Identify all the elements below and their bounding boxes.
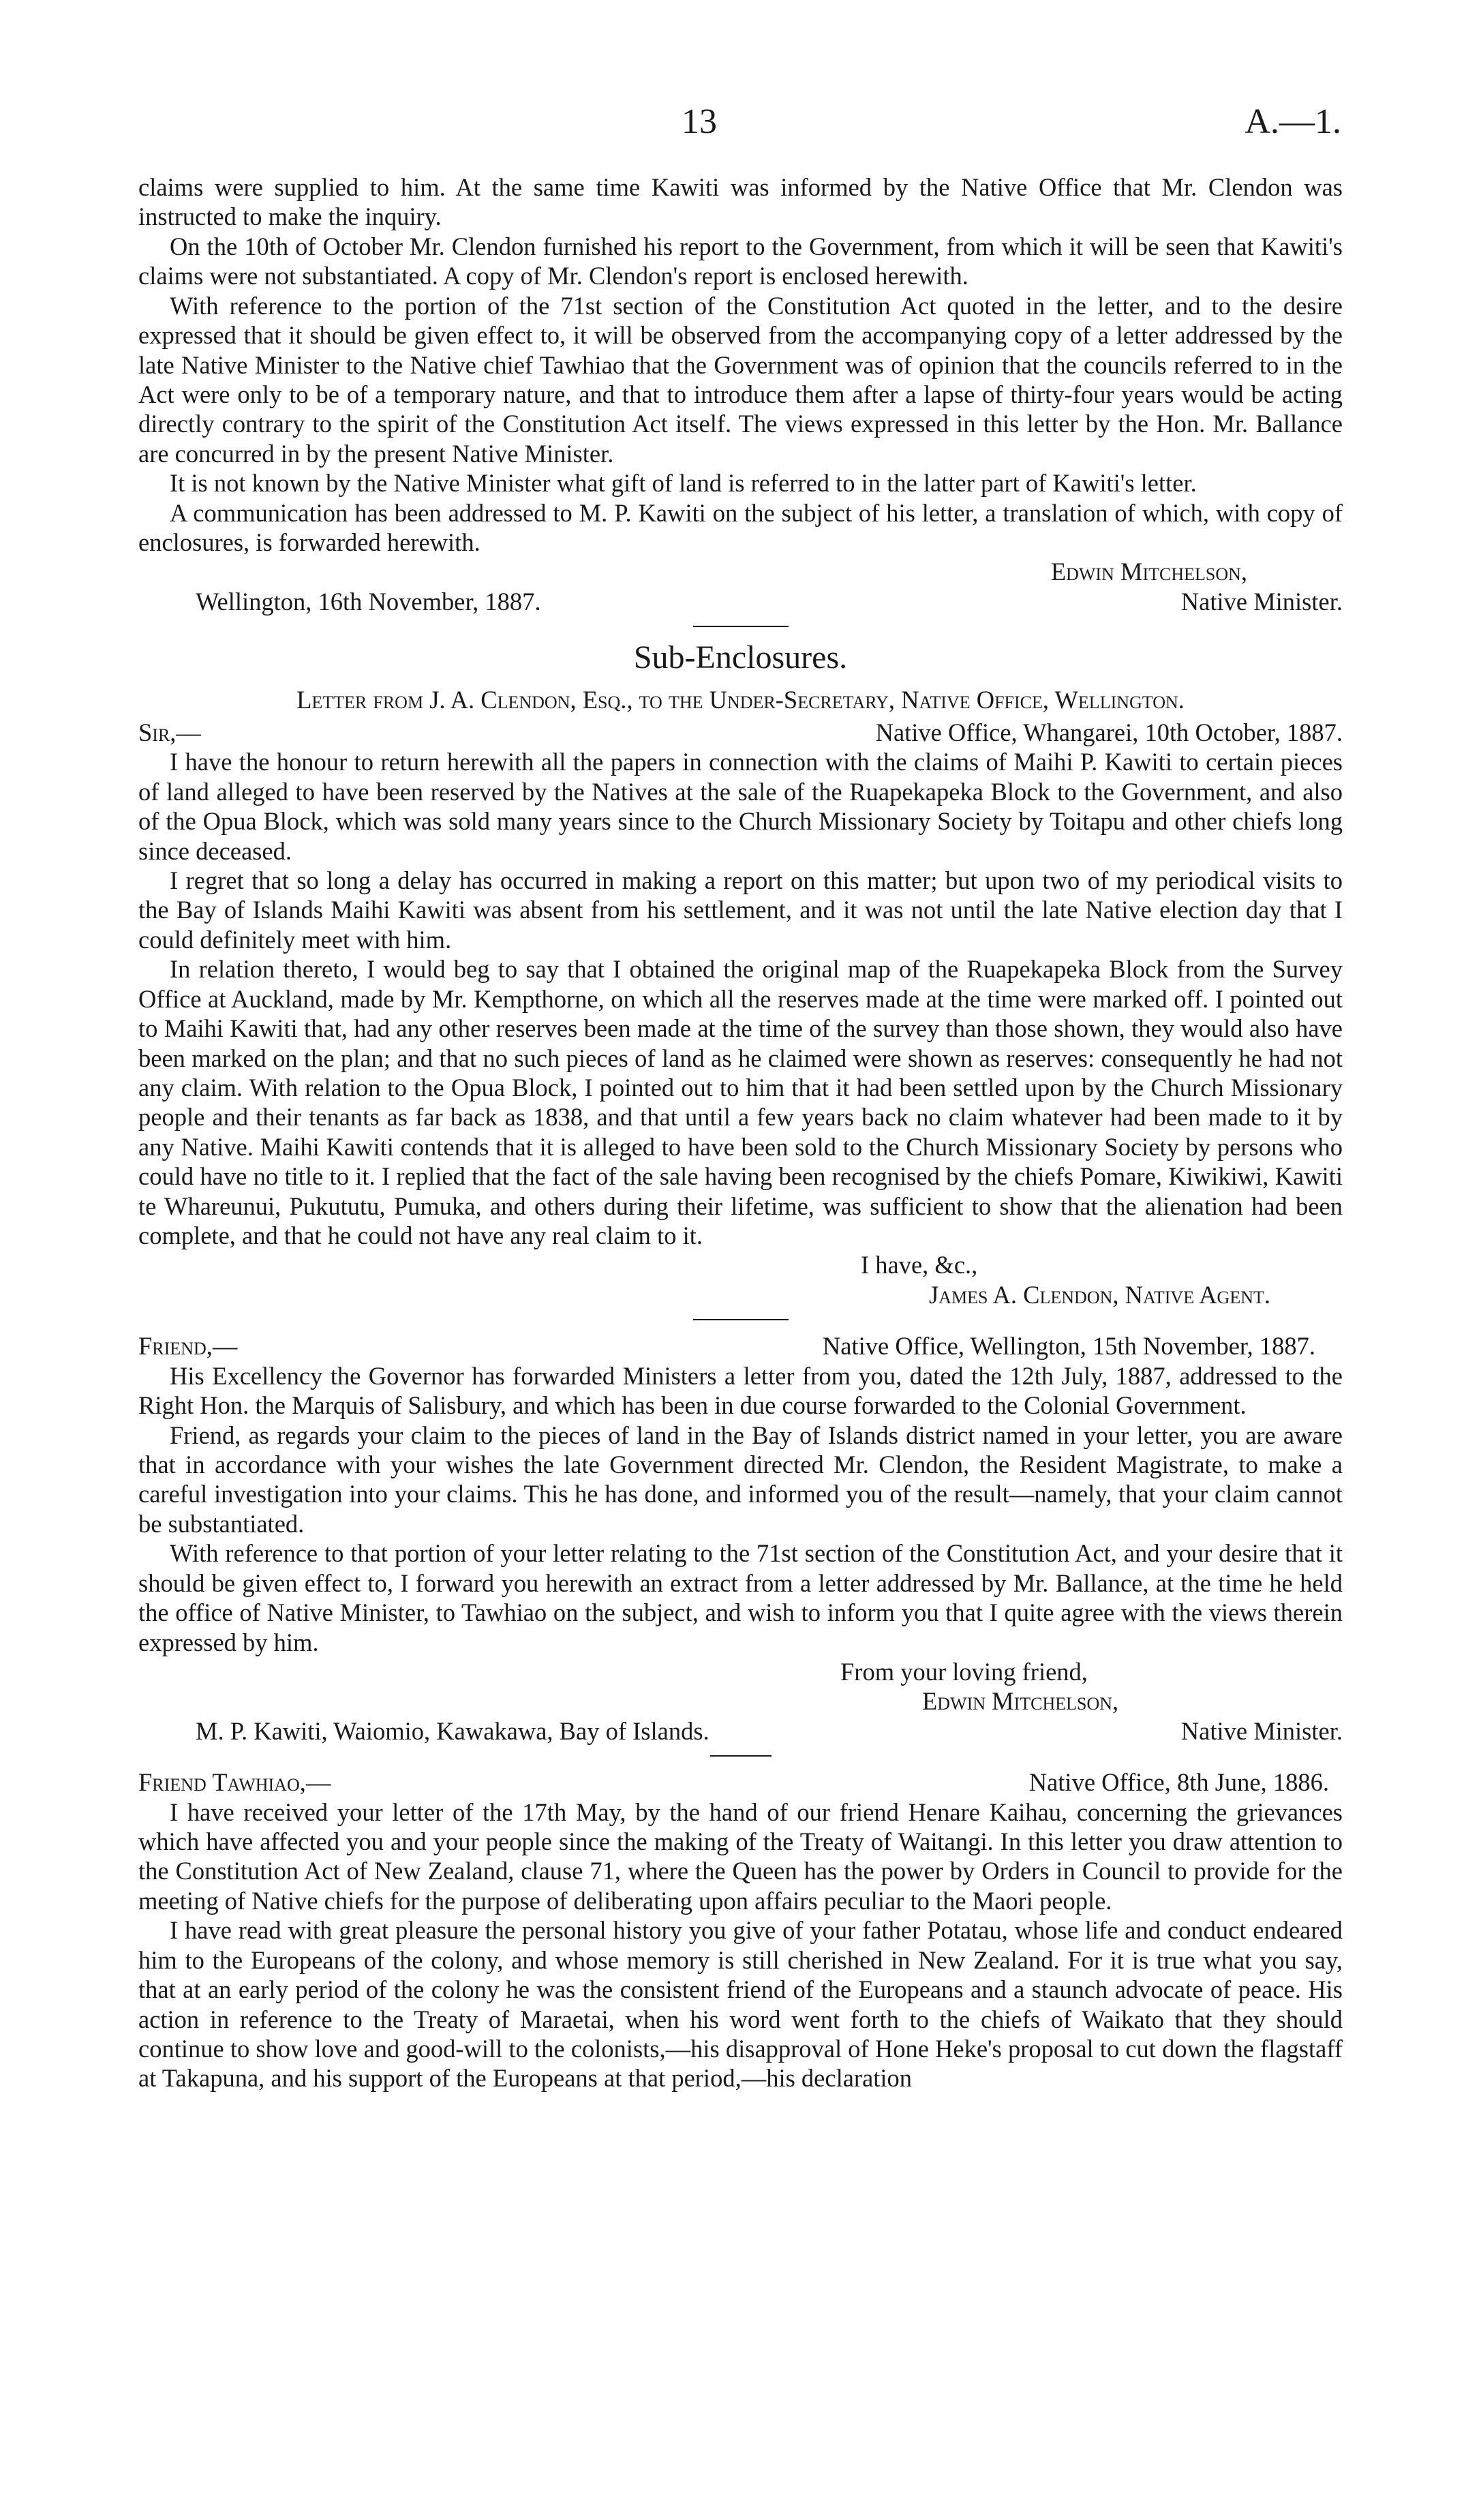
clendon-salutation-row xyxy=(138,718,1343,747)
divider xyxy=(693,626,789,627)
clendon-closing: I have, &c., xyxy=(861,1251,978,1279)
mitchelson-addressee: M. P. Kawiti, Waiomio, Kawakawa, Bay of Islands. xyxy=(196,1716,709,1745)
page-number: 13 xyxy=(682,102,717,141)
intro-paragraph: It is not known by the Native Minister what gift of land is referred to in the latter part of Kawiti's letter. xyxy=(170,469,1197,498)
mitchelson-signature-name: Edwin Mitchelson, xyxy=(922,1687,1119,1716)
tawhiao-paragraph: I have read with great pleasure the personal history you give of your father Potatau, whose life and conduct endeared him to the Europeans of the colony, and whose memory is still cherished in New Zealand. For it is true what you say, that at an early period of the colony he was the consistent friend of the Europeans and a staunch advocate of peace. His action in reference to the Treaty of Maraetai, when his word went forth to the chiefs of Waikato that they should continue to show love and good-will to the colonists,—his disapproval of Hone Heke's proposal to cut down the flagstaff at Takapuna, and his support of the Europeans at that period,—his declaration xyxy=(138,1916,1343,2093)
clendon-paragraph: I regret that so long a delay has occurred in making a report on this matter; but upon two of my periodical visits to the Bay of Islands Maihi Kawiti was absent from his settlement, and it was not until the late Native election day that I could definitely meet with him. xyxy=(138,866,1343,954)
clendon-salutation: Sir,— xyxy=(138,718,201,746)
mitchelson-signature-title: Native Minister. xyxy=(1180,1716,1343,1745)
clendon-signature: James A. Clendon, Native Agent. xyxy=(929,1280,1270,1309)
divider xyxy=(693,1319,789,1320)
intro-place-date: Wellington, 16th November, 1887. xyxy=(196,587,541,616)
divider xyxy=(710,1755,772,1757)
intro-signature-name: Edwin Mitchelson, xyxy=(1050,558,1247,586)
sub-enclosures-heading: Sub-Enclosures. xyxy=(633,639,848,676)
tawhiao-dateline: Native Office, 8th June, 1886. xyxy=(1028,1768,1329,1797)
main-text-column xyxy=(138,172,1343,2093)
mitchelson-signature-row xyxy=(138,1716,1343,1746)
mitchelson-paragraph: With reference to that portion of your letter relating to the 71st section of the Constitution Act, and your desire that it should be given effect to, I forward you herewith an extract from a letter addressed by Mr. Ballance, at the time he held the office of Native Minister, to Tawhiao on the subject, and wish to inform you that I quite agree with the views therein expressed by him. xyxy=(138,1539,1343,1656)
tawhiao-paragraph: I have received your letter of the 17th May, by the hand of our friend Henare Kaihau, concerning the grievances which have affected you and your people since the making of the Treaty of Waitangi. In this letter you draw attention to the Constitution Act of New Zealand, clause 71, where the Queen has the power by Orders in Council to provide for the meeting of Native chiefs for the purpose of deliberating upon affairs peculiar to the Maori people. xyxy=(138,1797,1343,1915)
clendon-letter-heading: Letter from J. A. Clendon, Esq., to the Under-Secretary, Native Office, Wellington. xyxy=(296,686,1185,714)
clendon-dateline: Native Office, Whangarei, 10th October, 1887. xyxy=(875,718,1343,746)
tawhiao-salutation: Friend Tawhiao,— xyxy=(138,1768,331,1797)
tawhiao-salutation-row xyxy=(138,1767,1343,1797)
mitchelson-paragraph: His Excellency the Governor has forwarded Ministers a letter from you, dated the 12th July, 1887, addressed to the Right Hon. the Marquis of Salisbury, and which has been in due course forwarded to the Colonial Government. xyxy=(138,1361,1343,1420)
clendon-paragraph: In relation thereto, I would beg to say that I obtained the original map of the Ruapekapeka Block from the Survey Office at Auckland, made by Mr. Kempthorne, on which all the reserves made at the time were marked off. I pointed out to Maihi Kawiti that, had any other reserves been made at the time of the survey than those shown, they would also have been marked on the plan; and that no such pieces of land as he claimed were shown as reserves: consequently he had not any claim. With relation to the Opua Block, I pointed out to him that it had been settled upon by the Church Missionary people and their tenants as far back as 1838, and that until a few years back no claim whatever had been made to it by any Native. Maihi Kawiti contends that it is alleged to have been sold to the Church Missionary Society by persons who could have no title to it. I replied that the fact of the sale having been recognised by the chiefs Pomare, Kiwikiwi, Kawiti te Whareunui, Pukututu, Pumuka, and others during their lifetime, was sufficient to show that the alienation had been complete, and that he could not have any real claim to it. xyxy=(138,955,1343,1250)
intro-signature-title: Native Minister. xyxy=(1180,587,1343,616)
mitchelson-salutation-row xyxy=(138,1331,1343,1361)
page-header xyxy=(0,101,1481,149)
intro-signature-row xyxy=(138,587,1343,616)
clendon-paragraph: I have the honour to return herewith all the papers in connection with the claims of Maihi P. Kawiti to certain pieces of land alleged to have been reserved by the Natives at the sale of the Ruapekapeka Block to the Government, and also of the Opua Block, which was sold many years since to the Church Missionary Society by Toitapu and other chiefs long since deceased. xyxy=(138,748,1343,865)
mitchelson-paragraph: Friend, as regards your claim to the pieces of land in the Bay of Islands district named in your letter, you are aware that in accordance with your wishes the late Government directed Mr. Clendon, the Resident Magistrate, to make a careful investigation into your claims. This he has done, and informed you of the result—namely, that your claim cannot be substantiated. xyxy=(138,1421,1343,1538)
mitchelson-salutation: Friend,— xyxy=(138,1332,238,1361)
intro-paragraph: A communication has been addressed to M. P. Kawiti on the subject of his letter, a translation of which, with copy of enclosures, is forwarded herewith. xyxy=(138,498,1343,557)
intro-paragraph: With reference to the portion of the 71st section of the Constitution Act quoted in the letter, and to the desire expressed that it should be given effect to, it will be observed from the accompanying copy of a letter addressed by the late Native Minister to the Native chief Tawhiao that the Government was of opinion that the councils referred to in the Act were only to be of a temporary nature, and that to introduce them after a lapse of thirty-four years would be acting directly contrary to the spirit of the Constitution Act itself. The views expressed in this letter by the Hon. Mr. Ballance are concurred in by the present Native Minister. xyxy=(138,291,1343,468)
intro-paragraph: claims were supplied to him. At the same time Kawiti was informed by the Native Office that Mr. Clendon was instructed to make the inquiry. xyxy=(138,173,1343,231)
mitchelson-dateline: Native Office, Wellington, 15th November, 1887. xyxy=(822,1332,1315,1361)
paper-reference: A.—1. xyxy=(1245,102,1341,141)
mitchelson-closing: From your loving friend, xyxy=(840,1657,1088,1686)
intro-paragraph: On the 10th of October Mr. Clendon furnished his report to the Government, from which it will be seen that Kawiti's claims were not substantiated. A copy of Mr. Clendon's report is enclosed herewith. xyxy=(138,232,1343,290)
